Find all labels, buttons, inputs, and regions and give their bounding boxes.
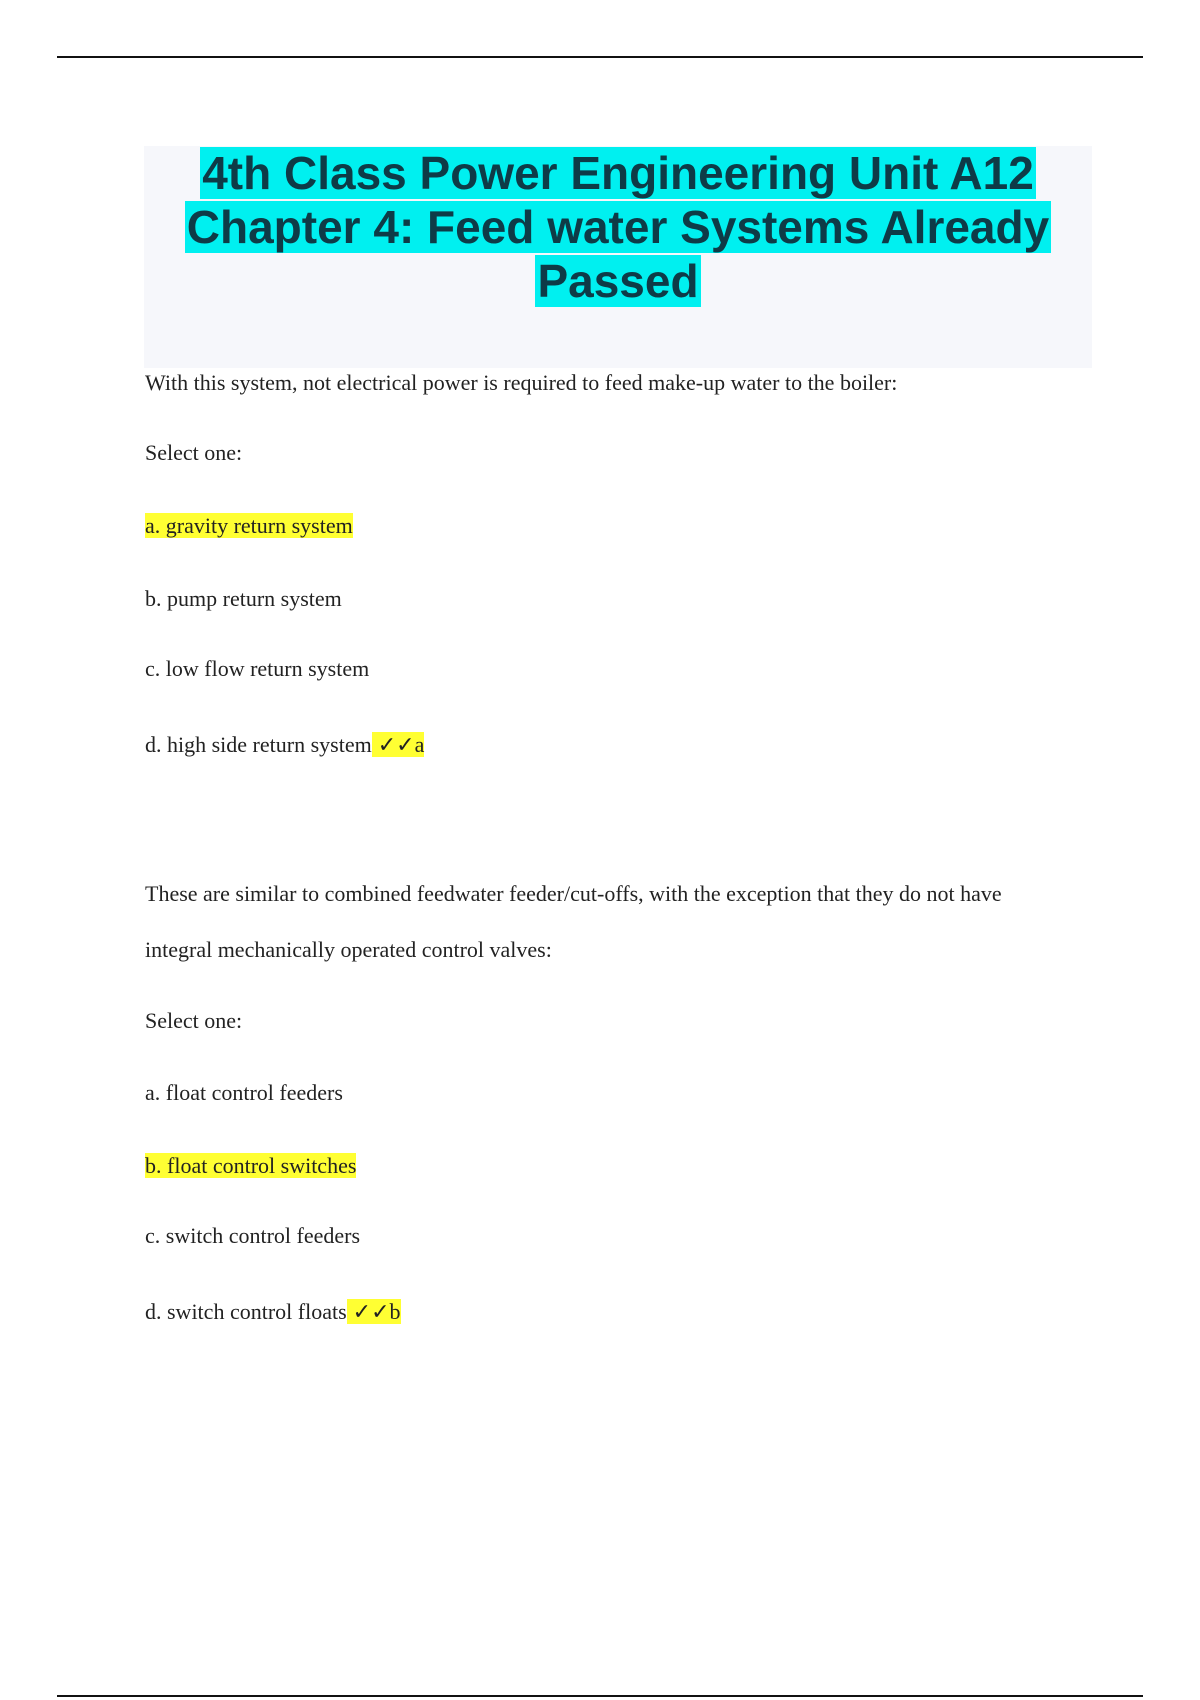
question-1-select-label: Select one: bbox=[145, 440, 243, 465]
title-line-1: 4th Class Power Engineering Unit A12 bbox=[202, 147, 1034, 199]
question-2-option-b bbox=[145, 1153, 356, 1179]
check-mark-icon: ✓✓ bbox=[352, 1300, 390, 1325]
question-2-prompt-line-2: integral mechanically operated control valves: bbox=[145, 937, 552, 962]
question-2-correct-option: b. float control switches bbox=[145, 1153, 357, 1178]
question-1-correct-option: a. gravity return system bbox=[145, 513, 353, 538]
check-mark-icon: ✓✓ bbox=[377, 733, 415, 758]
question-1-prompt: With this system, not electrical power is required to feed make-up water to the boiler: bbox=[145, 370, 898, 395]
title-line-3: Passed bbox=[537, 255, 699, 307]
question-1-option-d-label: d. high side return system bbox=[145, 732, 372, 757]
question-2-select-label: Select one: bbox=[145, 1008, 243, 1033]
question-1-answer-key bbox=[372, 732, 425, 757]
title-banner bbox=[144, 146, 1092, 368]
question-2-answer-key bbox=[347, 1299, 401, 1324]
question-2-option-a: a. float control feeders bbox=[145, 1080, 343, 1105]
question-2-prompt-line-1: These are similar to combined feedwater feeder/cut-offs, with the exception that they do not have bbox=[145, 881, 1002, 906]
title-line-2: Chapter 4: Feed water Systems Already bbox=[186, 201, 1050, 253]
question-1-option-a bbox=[145, 513, 353, 539]
question-2-option-c: c. switch control feeders bbox=[145, 1223, 361, 1248]
question-1-answer-letter: a bbox=[414, 732, 425, 757]
question-2-answer-letter: b bbox=[389, 1299, 401, 1324]
question-1-option-b: b. pump return system bbox=[145, 586, 342, 611]
document-title bbox=[144, 146, 1092, 308]
header-rule bbox=[57, 56, 1143, 58]
question-1-option-c: c. low flow return system bbox=[145, 656, 370, 681]
question-2-option-d bbox=[145, 1299, 401, 1326]
question-1-option-d bbox=[145, 732, 424, 759]
question-2-option-d-label: d. switch control floats bbox=[145, 1299, 347, 1324]
footer-rule bbox=[57, 1695, 1143, 1697]
